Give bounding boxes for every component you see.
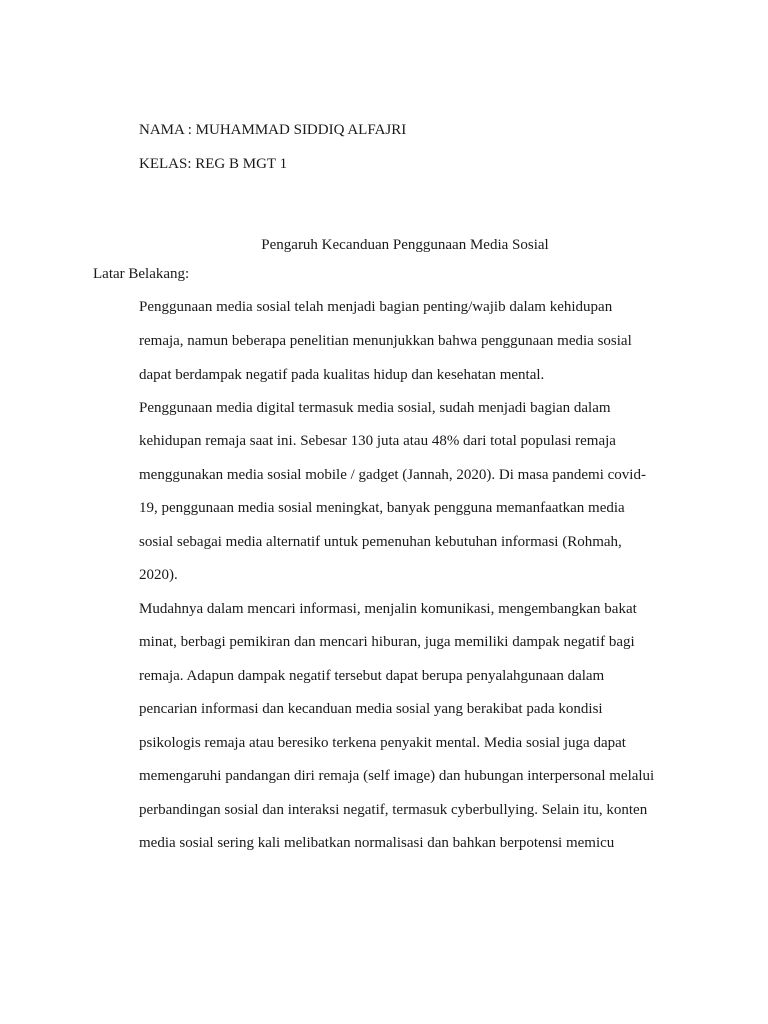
section-heading: Latar Belakang: (93, 266, 190, 282)
body-line: Mudahnya dalam mencari informasi, menjalin komunikasi, mengembangkan bakat (139, 601, 637, 617)
student-class: KELAS: REG B MGT 1 (139, 156, 288, 172)
body-line: 2020). (139, 567, 178, 583)
body-line: menggunakan media sosial mobile / gadget (Jannah, 2020). Di masa pandemi covid- (139, 467, 646, 483)
document-title: Pengaruh Kecanduan Penggunaan Media Sosial (261, 237, 549, 253)
body-line: Penggunaan media sosial telah menjadi bagian penting/wajib dalam kehidupan (139, 299, 613, 315)
body-line: remaja, namun beberapa penelitian menunjukkan bahwa penggunaan media sosial (139, 333, 632, 349)
body-line: minat, berbagi pemikiran dan mencari hiburan, juga memiliki dampak negatif bagi (139, 634, 635, 650)
body-line: sosial sebagai media alternatif untuk pemenuhan kebutuhan informasi (Rohmah, (139, 534, 622, 550)
body-line: perbandingan sosial dan interaksi negatif, termasuk cyberbullying. Selain itu, konten (139, 802, 648, 818)
body-line: memengaruhi pandangan diri remaja (self image) dan hubungan interpersonal melalui (139, 768, 655, 784)
body-line: psikologis remaja atau beresiko terkena penyakit mental. Media sosial juga dapat (139, 735, 626, 751)
body-line: kehidupan remaja saat ini. Sebesar 130 juta atau 48% dari total populasi remaja (139, 433, 616, 449)
body-line: pencarian informasi dan kecanduan media sosial yang berakibat pada kondisi (139, 701, 603, 717)
body-line: 19, penggunaan media sosial meningkat, banyak pengguna memanfaatkan media (139, 500, 625, 516)
body-line: media sosial sering kali melibatkan normalisasi dan bahkan berpotensi memicu (139, 835, 615, 851)
body-line: remaja. Adapun dampak negatif tersebut dapat berupa penyalahgunaan dalam (139, 668, 605, 684)
body-line: Penggunaan media digital termasuk media sosial, sudah menjadi bagian dalam (139, 400, 611, 416)
student-name: NAMA : MUHAMMAD SIDDIQ ALFAJRI (139, 122, 407, 138)
body-line: dapat berdampak negatif pada kualitas hidup dan kesehatan mental. (139, 367, 545, 383)
